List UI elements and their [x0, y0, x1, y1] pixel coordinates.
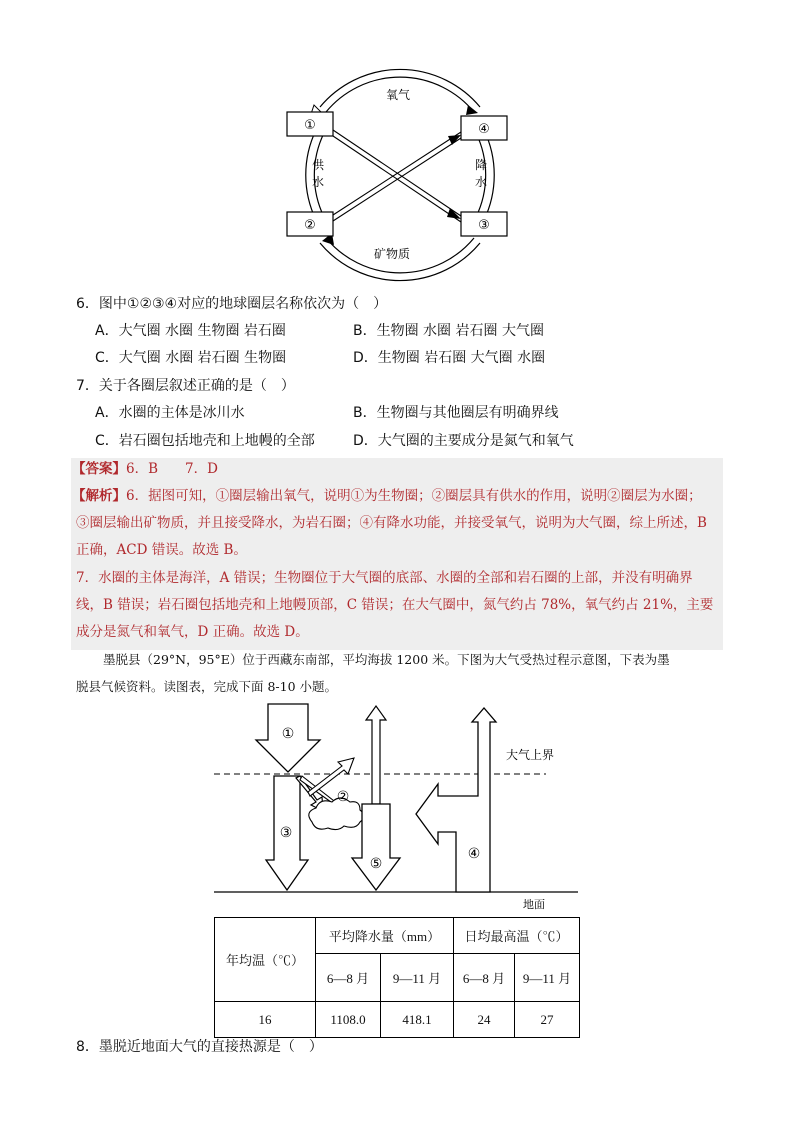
subheader-precip-jun-aug: 6—8 月: [316, 954, 381, 1002]
sphere-cycle-diagram: [280, 55, 520, 295]
precipitation-label-1: 降: [474, 158, 488, 172]
atmospheric-heating-diagram: [210, 700, 590, 915]
question-6-option-a: A．大气圈 水圈 生物圈 岩石圈: [95, 323, 286, 339]
question-6-option-b: B．生物圈 水圈 岩石圈 大气圈: [353, 323, 544, 339]
question-7-option-a: A．水圈的主体是冰川水: [95, 405, 245, 421]
value-temp-jun-aug: 24: [454, 1002, 515, 1038]
question-7-option-b: B．生物圈与其他圈层有明确界线: [353, 405, 559, 421]
value-precip-sep-nov: 418.1: [381, 1002, 454, 1038]
question-6-stem: 6．图中①②③④对应的地球圈层名称依次为（ ）: [76, 296, 388, 312]
subheader-precip-sep-nov: 9—11 月: [381, 954, 454, 1002]
label-1: ①: [281, 726, 295, 742]
value-annual-temp: 16: [215, 1002, 316, 1038]
intro-line-1: 墨脱县（29°N，95°E）位于西藏东南部，平均海拔 1200 米。下图为大气受热过程示意图，下表为墨: [103, 652, 670, 667]
question-7-option-c: C．岩石圈包括地壳和上地幔的全部: [95, 433, 315, 449]
question-7-option-d: D．大气圈的主要成分是氮气和氧气: [353, 433, 574, 449]
supply-water-label-1: 供: [311, 158, 325, 172]
ring-arrow-top-right: [466, 105, 478, 115]
value-temp-sep-nov: 27: [515, 1002, 580, 1038]
analysis-tag: 【解析】: [72, 488, 126, 504]
supply-water-label-2: 水: [311, 175, 325, 189]
box-1-label: ①: [304, 118, 316, 133]
ground-label: 地面: [523, 898, 545, 911]
subheader-temp-sep-nov: 9—11 月: [515, 954, 580, 1002]
answer-tag: 【答案】: [72, 461, 126, 477]
label-3: ③: [279, 825, 293, 841]
upper-boundary-label: 大气上界: [506, 748, 555, 762]
minerals-label: 矿物质: [373, 247, 411, 261]
value-precip-jun-aug: 1108.0: [316, 1002, 381, 1038]
label-5: ⑤: [369, 856, 383, 872]
analysis-line-4: 7．水圈的主体是海洋，A 错误；生物圈位于大气圈的底部、水圈的全部和岩石圈的上部，并没有明确界: [76, 570, 693, 586]
box-4-label: ④: [478, 122, 490, 137]
intro-line-2: 脱县气候资料。读图表，完成下面 8-10 小题。: [76, 679, 338, 694]
box-3-label: ③: [478, 218, 490, 233]
answer-line: [72, 459, 218, 479]
header-max-temp: 日均最高温（℃）: [454, 918, 580, 954]
header-precipitation: 平均降水量（mm）: [316, 918, 454, 954]
answer-text: 6．B 7．D: [126, 461, 218, 477]
climate-table: [214, 917, 580, 1038]
box-2-label: ②: [304, 218, 316, 233]
analysis-line-3: 正确，ACD 错误。故选 B。: [76, 542, 247, 558]
analysis-line-1: 【解析】6．据图可知，①圈层输出氧气，说明①为生物圈；②圈层具有供水的作用，说明②圈层为水圈；: [72, 488, 702, 504]
label-2: ②: [336, 789, 350, 805]
question-8-stem: 8．墨脱近地面大气的直接热源是（ ）: [76, 1039, 323, 1055]
analysis-line-2: ③圈层输出矿物质，并且接受降水，为岩石圈；④有降水功能，并接受氧气，说明为大气圈，综上所述，B: [76, 515, 707, 531]
precipitation-label-2: 水: [474, 175, 488, 189]
analysis-line-5: 线，B 错误；岩石圈包括地壳和上地幔顶部，C 错误；在大气圈中，氮气约占 78%，氧气约占 21%，主要: [76, 597, 714, 613]
subheader-temp-jun-aug: 6—8 月: [454, 954, 515, 1002]
question-6-option-d: D．生物圈 岩石圈 大气圈 水圈: [353, 350, 546, 366]
question-7-stem: 7．关于各圈层叙述正确的是（ ）: [76, 378, 295, 394]
question-6-option-c: C．大气圈 水圈 岩石圈 生物圈: [95, 350, 287, 366]
arrow-5-up-shaft: [366, 706, 386, 804]
arrow-4-ground-radiation: [416, 708, 496, 892]
oxygen-label: 氧气: [385, 88, 411, 102]
header-annual-temp: 年均温（℃）: [215, 918, 316, 1002]
analysis-line-6: 成分是氮气和氧气，D 正确。故选 D。: [76, 624, 309, 640]
label-4: ④: [467, 846, 481, 862]
